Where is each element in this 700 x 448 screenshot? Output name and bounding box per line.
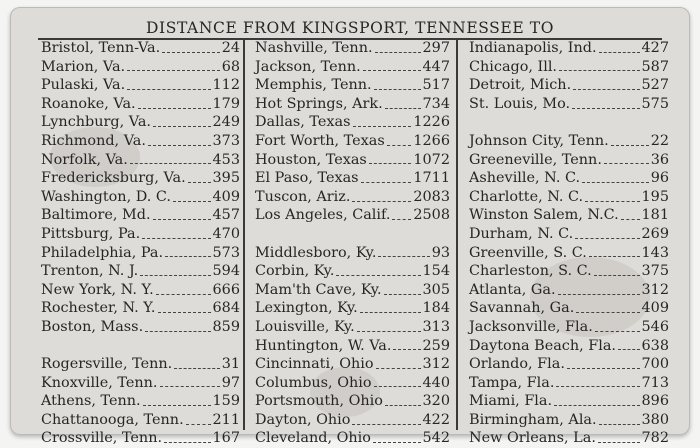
distance-row (469, 132, 669, 151)
mileage-value: 312 (422, 356, 450, 373)
city-name: Dayton, Ohio (255, 411, 351, 428)
distance-row (469, 95, 669, 114)
mileage-value: 700 (641, 356, 669, 373)
mileage-value: 320 (422, 393, 450, 410)
mileage-value: 22 (650, 132, 669, 149)
leader-dashes (558, 294, 640, 295)
mileage-value: 96 (650, 170, 669, 187)
leader-dashes (575, 238, 639, 239)
city-name: Roanoke, Va. (41, 95, 136, 112)
distance-row (469, 411, 669, 430)
distance-row (255, 169, 450, 188)
city-name: Lynchburg, Va. (41, 114, 151, 131)
leader-dashes (165, 256, 210, 257)
leader-dashes (164, 442, 210, 443)
mileage-value: 575 (641, 95, 669, 112)
leader-dashes (554, 405, 639, 406)
city-name: Knoxville, Tenn. (41, 374, 158, 391)
city-name: Fort Worth, Texas (255, 132, 385, 149)
city-name: Nashville, Tenn. (255, 40, 373, 56)
distance-row (469, 281, 669, 300)
leader-dashes (373, 442, 421, 443)
leader-dashes (158, 312, 211, 313)
mileage-value: 305 (422, 281, 450, 298)
mileage-value: 395 (212, 170, 240, 187)
mileage-value: 782 (641, 430, 669, 447)
mileage-value: 93 (431, 244, 450, 261)
city-name: Hot Springs, Ark. (255, 95, 383, 112)
leader-dashes (611, 145, 649, 146)
leader-dashes (127, 70, 220, 71)
city-name: Philadelphia, Pa. (41, 244, 164, 261)
distance-row (41, 225, 240, 244)
city-name: Baltimore, Md. (41, 207, 151, 224)
column-right (469, 39, 669, 448)
distance-row (469, 39, 669, 58)
mileage-value: 666 (212, 281, 240, 298)
mileage-value: 517 (422, 77, 450, 94)
distance-row (41, 318, 240, 337)
distance-row (41, 299, 240, 318)
leader-dashes (145, 331, 210, 332)
mileage-value: 422 (422, 411, 450, 428)
distance-row (255, 337, 450, 356)
mileage-value: 1711 (413, 170, 450, 187)
distance-row (469, 392, 669, 411)
column-left (41, 39, 240, 448)
city-name: Los Angeles, Calif. (255, 207, 391, 224)
leader-dashes (361, 182, 412, 183)
distance-row (41, 169, 240, 188)
city-name: Jacksonville, Fla. (469, 318, 593, 335)
distance-row (255, 188, 450, 207)
city-name: New York, N. Y. (41, 281, 154, 298)
distance-row (255, 113, 450, 132)
distance-row (255, 95, 450, 114)
distance-row (255, 58, 450, 77)
mileage-value: 313 (422, 318, 450, 335)
leader-dashes (357, 331, 421, 332)
leader-dashes (567, 368, 640, 369)
city-name: Detroit, Mich. (469, 77, 572, 94)
leader-dashes (352, 201, 411, 202)
leader-dashes (576, 312, 639, 313)
mileage-value: 427 (641, 40, 669, 56)
leader-dashes (186, 424, 211, 425)
distance-row (469, 58, 669, 77)
mileage-value: 36 (650, 151, 669, 168)
leader-dashes (585, 201, 639, 202)
city-name: Greenville, S. C. (469, 244, 587, 261)
leader-dashes (173, 201, 211, 202)
leader-dashes (604, 163, 649, 164)
mileage-value: 638 (641, 337, 669, 354)
mileage-value: 527 (641, 77, 669, 94)
leader-dashes (352, 424, 420, 425)
city-name: Houston, Texas (255, 151, 367, 168)
leader-dashes (162, 52, 219, 53)
city-name: Middlesboro, Ky. (255, 244, 377, 261)
mileage-value: 249 (212, 114, 240, 131)
city-name: Dallas, Texas (255, 114, 351, 131)
leader-dashes (385, 405, 421, 406)
distance-row (469, 262, 669, 281)
leader-dashes (369, 163, 412, 164)
mileage-value: 97 (221, 374, 240, 391)
distance-row (469, 151, 669, 170)
leader-dashes (387, 145, 412, 146)
city-name: El Paso, Texas (255, 170, 359, 187)
distance-row (469, 355, 669, 374)
leader-dashes (599, 52, 640, 53)
distance-row (255, 244, 450, 263)
city-name: Pittsburg, Pa. (41, 225, 141, 242)
mileage-value: 594 (212, 263, 240, 280)
mileage-value: 457 (212, 207, 240, 224)
distance-row (255, 355, 450, 374)
leader-dashes (376, 368, 421, 369)
distance-row (41, 76, 240, 95)
city-name: Charlotte, N. C. (469, 188, 584, 205)
city-name: Asheville, N. C. (469, 170, 581, 187)
leader-dashes (143, 405, 211, 406)
city-name: Winston Salem, N.C. (469, 207, 619, 224)
mileage-value: 409 (212, 188, 240, 205)
city-name: Pulaski, Va. (41, 77, 126, 94)
mileage-value: 312 (641, 281, 669, 298)
distance-row (469, 76, 669, 95)
city-name: Bristol, Tenn-Va. (41, 40, 161, 56)
mileage-value: 184 (422, 300, 450, 317)
distance-row (469, 429, 669, 448)
city-name: Louisville, Ky. (255, 318, 355, 335)
city-name: Jackson, Tenn. (255, 58, 361, 75)
leader-dashes (130, 163, 211, 164)
city-name: Crossville, Tenn. (41, 430, 163, 447)
distance-row (255, 281, 450, 300)
leader-dashes (573, 89, 639, 90)
mileage-value: 1226 (413, 114, 450, 131)
group-spacer (469, 113, 669, 132)
mileage-value: 375 (641, 263, 669, 280)
distance-row (255, 262, 450, 281)
mileage-value: 542 (422, 430, 450, 447)
column-divider-2 (456, 38, 458, 430)
city-name: Atlanta, Ga. (469, 281, 556, 298)
leader-dashes (393, 349, 420, 350)
mileage-value: 269 (641, 225, 669, 242)
city-name: Huntington, W. Va. (255, 337, 392, 354)
city-name: Greeneville, Tenn. (469, 151, 602, 168)
distance-row (469, 206, 669, 225)
distance-row (255, 429, 450, 448)
distance-row (41, 95, 240, 114)
distance-row (41, 58, 240, 77)
distance-row (255, 318, 450, 337)
distance-row (255, 206, 450, 225)
mileage-value: 211 (212, 411, 240, 428)
city-name: New Orleans, La. (469, 430, 596, 447)
distance-row (41, 392, 240, 411)
city-name: Fredericksburg, Va. (41, 170, 186, 187)
city-name: Washington, D. C. (41, 188, 171, 205)
city-name: Durham, N. C. (469, 225, 574, 242)
distance-row (469, 225, 669, 244)
mileage-value: 167 (212, 430, 240, 447)
mileage-value: 154 (422, 263, 450, 280)
city-name: Portsmouth, Ohio (255, 393, 383, 410)
leader-dashes (572, 108, 639, 109)
mileage-value: 546 (641, 318, 669, 335)
leader-dashes (140, 275, 210, 276)
mileage-value: 2083 (413, 188, 450, 205)
distance-row (41, 206, 240, 225)
distance-row (255, 76, 450, 95)
distance-row (255, 132, 450, 151)
distance-row (255, 39, 450, 58)
city-name: Athens, Tenn. (41, 393, 141, 410)
distance-row (469, 337, 669, 356)
mileage-value: 68 (221, 58, 240, 75)
city-name: Savannah, Ga. (469, 300, 575, 317)
city-name: Daytona Beach, Fla. (469, 337, 617, 354)
city-name: Indianapolis, Ind. (469, 40, 597, 56)
city-name: Orlando, Fla. (469, 356, 565, 373)
leader-dashes (138, 108, 211, 109)
distance-row (41, 411, 240, 430)
city-name: Richmond, Va. (41, 132, 146, 149)
leader-dashes (556, 386, 639, 387)
leader-dashes (174, 368, 219, 369)
distance-row (255, 374, 450, 393)
leader-dashes (156, 294, 211, 295)
mileage-value: 1266 (413, 132, 450, 149)
leader-dashes (621, 219, 640, 220)
mileage-value: 470 (212, 225, 240, 242)
mileage-value: 573 (212, 244, 240, 261)
mileage-value: 447 (422, 58, 450, 75)
distance-row (41, 244, 240, 263)
mileage-value: 2508 (413, 207, 450, 224)
distance-row (41, 151, 240, 170)
leader-dashes (375, 52, 421, 53)
mileage-value: 297 (422, 40, 450, 56)
mileage-value: 31 (221, 356, 240, 373)
city-name: Cleveland, Ohio (255, 430, 371, 447)
city-name: Tuscon, Ariz. (255, 188, 351, 205)
city-name: Mam'th Cave, Ky. (255, 281, 382, 298)
distance-row (41, 132, 240, 151)
distance-row (469, 244, 669, 263)
city-name: Miami, Fla. (469, 393, 553, 410)
distance-row (41, 355, 240, 374)
city-name: Rogersville, Tenn. (41, 356, 173, 373)
leader-dashes (599, 424, 640, 425)
mileage-value: 453 (212, 151, 240, 168)
mileage-value: 195 (641, 188, 669, 205)
distance-row (255, 151, 450, 170)
distance-row (41, 429, 240, 448)
distance-row (255, 299, 450, 318)
mileage-value: 859 (212, 318, 240, 335)
city-name: Memphis, Tenn. (255, 77, 372, 94)
leader-dashes (363, 70, 421, 71)
leader-dashes (127, 89, 210, 90)
leader-dashes (385, 108, 421, 109)
mileage-value: 159 (212, 393, 240, 410)
distance-row (469, 299, 669, 318)
city-name: Lexington, Ky. (255, 300, 358, 317)
mileage-value: 179 (212, 95, 240, 112)
card-title: DISTANCE FROM KINGSPORT, TENNESSEE TO (145, 19, 555, 37)
distance-row (41, 262, 240, 281)
city-name: Johnson City, Tenn. (469, 132, 609, 149)
distance-row (255, 411, 450, 430)
city-name: Tampa, Fla. (469, 374, 555, 391)
column-middle (255, 39, 450, 448)
distance-row (469, 318, 669, 337)
distance-row (41, 374, 240, 393)
leader-dashes (392, 219, 411, 220)
mileage-value: 734 (422, 95, 450, 112)
leader-dashes (374, 386, 421, 387)
column-divider-1 (243, 38, 245, 430)
city-name: Cincinnati, Ohio (255, 356, 374, 373)
mileage-value: 896 (641, 393, 669, 410)
mileage-value: 259 (422, 337, 450, 354)
city-name: Chattanooga, Tenn. (41, 411, 184, 428)
distance-row (41, 188, 240, 207)
city-name: Norfolk, Va. (41, 151, 128, 168)
distance-row (41, 39, 240, 58)
leader-dashes (160, 386, 220, 387)
leader-dashes (589, 256, 640, 257)
distance-row (41, 113, 240, 132)
leader-dashes (374, 89, 421, 90)
leader-dashes (353, 126, 412, 127)
mileage-value: 373 (212, 132, 240, 149)
leader-dashes (618, 349, 640, 350)
mileage-value: 24 (221, 40, 240, 56)
mileage-value: 380 (641, 411, 669, 428)
leader-dashes (188, 182, 211, 183)
leader-dashes (384, 294, 421, 295)
distance-row (41, 281, 240, 300)
mileage-value: 181 (641, 207, 669, 224)
distance-row (469, 169, 669, 188)
city-name: Boston, Mass. (41, 318, 144, 335)
leader-dashes (153, 126, 211, 127)
mileage-value: 684 (212, 300, 240, 317)
leader-dashes (378, 256, 429, 257)
group-spacer (41, 337, 240, 356)
mileage-value: 713 (641, 374, 669, 391)
city-name: Trenton, N. J. (41, 263, 139, 280)
city-name: Birmingham, Ala. (469, 411, 597, 428)
mileage-value: 112 (212, 77, 240, 94)
mileage-value: 143 (641, 244, 669, 261)
leader-dashes (336, 275, 420, 276)
group-spacer (255, 225, 450, 244)
city-name: St. Louis, Mo. (469, 95, 571, 112)
leader-dashes (582, 182, 649, 183)
city-name: Rochester, N. Y. (41, 300, 156, 317)
distance-row (469, 374, 669, 393)
city-name: Charleston, S. C. (469, 263, 592, 280)
distance-card (10, 7, 690, 447)
leader-dashes (598, 442, 640, 443)
city-name: Chicago, Ill. (469, 58, 558, 75)
leader-dashes (142, 238, 210, 239)
mileage-value: 587 (641, 58, 669, 75)
leader-dashes (360, 312, 421, 313)
leader-dashes (595, 331, 640, 332)
leader-dashes (594, 275, 640, 276)
leader-dashes (148, 145, 211, 146)
city-name: Corbin, Ky. (255, 263, 335, 280)
city-name: Marion, Va. (41, 58, 126, 75)
distance-row (469, 188, 669, 207)
leader-dashes (153, 219, 211, 220)
mileage-value: 1072 (413, 151, 450, 168)
distance-row (255, 392, 450, 411)
mileage-value: 440 (422, 374, 450, 391)
city-name: Columbus, Ohio (255, 374, 372, 391)
mileage-value: 409 (641, 300, 669, 317)
leader-dashes (559, 70, 640, 71)
